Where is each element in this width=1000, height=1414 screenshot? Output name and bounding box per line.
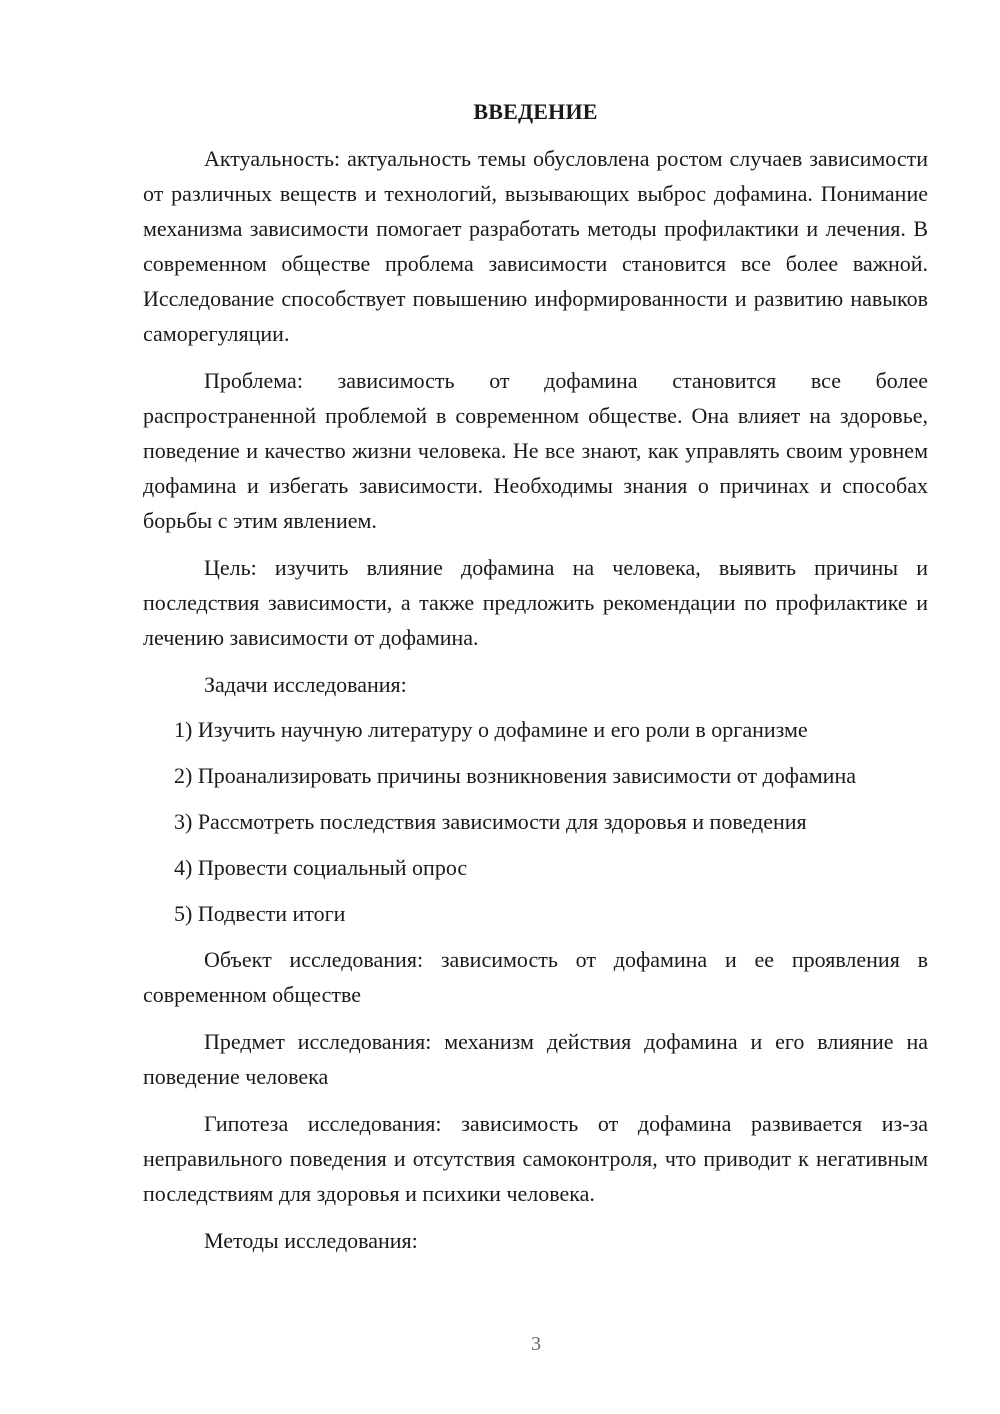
paragraph-relevance: Актуальность: актуальность темы обусловлена ростом случаев зависимости от различных веществ и технологий, вызывающих выброс дофамина. Понимание механизма зависимости помогает разработать методы профилактики и лечения. В современном обществе проблема зависимости становится все более важной. Исследование способствует повышению информированности и развитию навыков саморегуляции. xyxy=(143,146,928,346)
task-item-4: 4) Провести социальный опрос xyxy=(174,855,468,880)
section-title: ВВЕДЕНИЕ xyxy=(473,99,598,124)
paragraph-hypothesis: Гипотеза исследования: зависимость от дофамина развивается из-за неправильного поведения и отсутствия самоконтроля, что приводит к негативным последствиям для здоровья и психики человека. xyxy=(143,1111,928,1206)
task-item-3: 3) Рассмотреть последствия зависимости для здоровья и поведения xyxy=(174,809,807,834)
paragraph-subject: Предмет исследования: механизм действия дофамина и его влияние на поведение человека xyxy=(143,1029,928,1089)
page-number: 3 xyxy=(531,1333,541,1355)
task-item-5: 5) Подвести итоги xyxy=(174,901,346,926)
task-item-2: 2) Проанализировать причины возникновения зависимости от дофамина xyxy=(174,763,856,788)
paragraph-goal: Цель: изучить влияние дофамина на человека, выявить причины и последствия зависимости, а также предложить рекомендации по профилактике и лечению зависимости от дофамина. xyxy=(143,555,928,650)
paragraph-tasks-heading: Задачи исследования: xyxy=(204,672,407,697)
paragraph-methods-heading: Методы исследования: xyxy=(204,1228,418,1253)
paragraph-object: Объект исследования: зависимость от дофамина и ее проявления в современном обществе xyxy=(143,947,928,1007)
task-item-1: 1) Изучить научную литературу о дофамине и его роли в организме xyxy=(174,717,808,742)
page-content xyxy=(143,94,928,1270)
paragraph-problem: Проблема: зависимость от дофамина становится все более распространенной проблемой в современном обществе. Она влияет на здоровье, поведение и качество жизни человека. Не все знают, как управлять своим уровнем дофамина и избегать зависимости. Необходимы знания о причинах и способах борьбы с этим явлением. xyxy=(143,368,928,533)
